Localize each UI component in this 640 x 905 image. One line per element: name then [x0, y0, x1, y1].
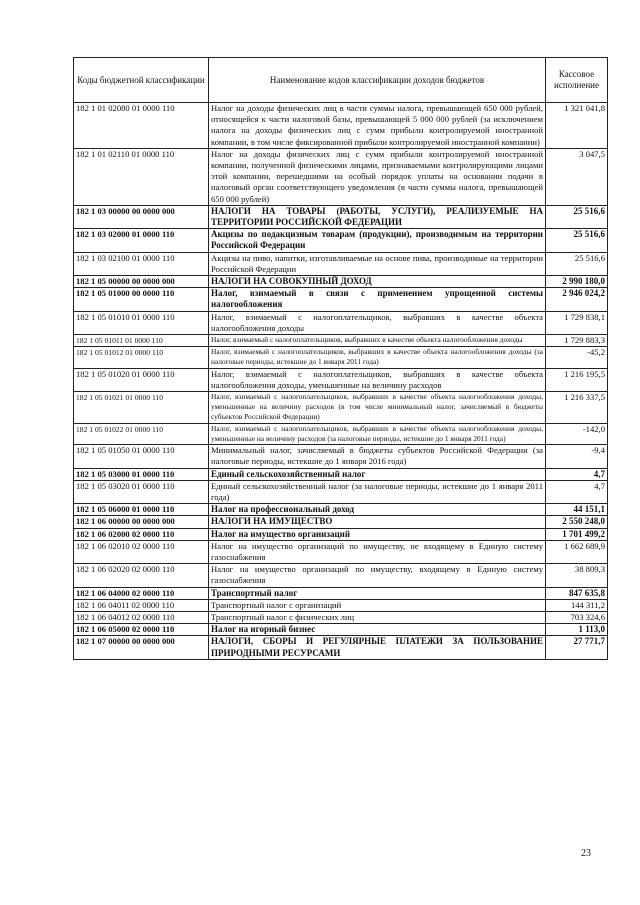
amount-cell: 4,7 [546, 480, 608, 503]
budget-code-cell: 182 1 05 01011 01 0000 110 [74, 335, 209, 347]
classification-name-cell: Налог на имущество организаций по имуществу, не входящему в Единую систему газоснабжения [209, 540, 546, 563]
table-row [74, 392, 608, 424]
budget-code-cell: 182 1 05 03020 01 0000 110 [74, 480, 209, 503]
amount-cell: -45,2 [546, 347, 608, 368]
classification-name-cell: Налог на доходы физических лиц в части суммы налога, превышающей 650 000 рублей, относящейся к части налоговой базы, превышающей 5 000 000 рублей (за исключением налога на доходы физических лиц с сумм прибыли контролируемой иностранной компании, в том числе фиксированной прибыли контролируемой иностранной компании) [209, 103, 546, 149]
classification-name-cell: Налог на имущество организаций по имуществу, входящему в Единую систему газоснабжения [209, 564, 546, 587]
amount-cell: -142,0 [546, 423, 608, 444]
budget-code-cell: 182 1 01 02110 01 0000 110 [74, 148, 209, 205]
table-row [74, 587, 608, 599]
classification-name-cell: Налог, взимаемый с налогоплательщиков, выбравших в качестве объекта налогообложения доходы, уменьшенные на величину расходов (в том числе минимальный налог, зачисляемый в бюджеты субъектов Российской Федерации) [209, 392, 546, 424]
classification-name-cell: Единый сельскохозяйственный налог (за налоговые периоды, истекшие до 1 января 2011 года) [209, 480, 546, 503]
header-amount: Кассовое исполнение [546, 58, 608, 103]
budget-code-cell: 182 1 05 01010 01 0000 110 [74, 311, 209, 334]
table-row [74, 445, 608, 468]
amount-cell: 3 047,5 [546, 148, 608, 205]
amount-cell: 2 946 024,2 [546, 288, 608, 311]
classification-name-cell: Налог, взимаемый с налогоплательщиков, выбравших в качестве объекта налогообложения доходы [209, 335, 546, 347]
budget-code-cell: 182 1 06 04011 02 0000 110 [74, 599, 209, 611]
amount-cell: 1 701 499,2 [546, 528, 608, 540]
amount-cell: 2 990 180,0 [546, 276, 608, 288]
header-names: Наименование кодов классификации доходов бюджетов [209, 58, 546, 103]
classification-name-cell: Акцизы по подакцизным товарам (продукции), производимым на территории Российской Федерации [209, 229, 546, 252]
table-row [74, 368, 608, 391]
classification-name-cell: Транспортный налог с физических лиц [209, 611, 546, 623]
budget-code-cell: 182 1 03 02000 01 0000 110 [74, 229, 209, 252]
table-row [74, 288, 608, 311]
table-row [74, 540, 608, 563]
table-row [74, 504, 608, 516]
budget-code-cell: 182 1 06 04012 02 0000 110 [74, 611, 209, 623]
amount-cell: 703 324,6 [546, 611, 608, 623]
table-row [74, 276, 608, 288]
amount-cell: 27 771,7 [546, 636, 608, 659]
classification-name-cell: Налог, взимаемый с налогоплательщиков, выбравших в качестве объекта налогообложения доходы (за налоговые периоды, истекшие до 1 января 2011 года) [209, 347, 546, 368]
amount-cell: -9,4 [546, 445, 608, 468]
table-header-row [74, 58, 608, 103]
table-row [74, 205, 608, 228]
budget-code-cell: 182 1 05 01020 01 0000 110 [74, 368, 209, 391]
budget-code-cell: 182 1 05 06000 01 0000 110 [74, 504, 209, 516]
amount-cell: 1 113,0 [546, 624, 608, 636]
classification-name-cell: Минимальный налог, зачисляемый в бюджеты субъектов Российской Федерации (за налоговые периоды, истекшие до 1 января 2016 года) [209, 445, 546, 468]
table-row [74, 347, 608, 368]
budget-code-cell: 182 1 06 02020 02 0000 110 [74, 564, 209, 587]
budget-code-cell: 182 1 06 00000 00 0000 000 [74, 516, 209, 528]
amount-cell: 25 516,6 [546, 229, 608, 252]
budget-code-cell: 182 1 06 02000 02 0000 110 [74, 528, 209, 540]
table-row [74, 564, 608, 587]
amount-cell: 144 311,2 [546, 599, 608, 611]
classification-name-cell: НАЛОГИ, СБОРЫ И РЕГУЛЯРНЫЕ ПЛАТЕЖИ ЗА ПОЛЬЗОВАНИЕ ПРИРОДНЫМИ РЕСУРСАМИ [209, 636, 546, 659]
classification-name-cell: Налог, взимаемый с налогоплательщиков, выбравших в качестве объекта налогообложения доходы [209, 311, 546, 334]
amount-cell: 38 809,3 [546, 564, 608, 587]
amount-cell: 25 516,6 [546, 205, 608, 228]
header-codes: Коды бюджетной классификации [74, 58, 209, 103]
amount-cell: 1 729 838,1 [546, 311, 608, 334]
budget-code-cell: 182 1 06 05000 02 0000 110 [74, 624, 209, 636]
classification-name-cell: НАЛОГИ НА ТОВАРЫ (РАБОТЫ, УСЛУГИ), РЕАЛИЗУЕМЫЕ НА ТЕРРИТОРИИ РОССИЙСКОЙ ФЕДЕРАЦИИ [209, 205, 546, 228]
table-row [74, 103, 608, 149]
amount-cell: 1 662 689,9 [546, 540, 608, 563]
classification-name-cell: НАЛОГИ НА СОВОКУПНЫЙ ДОХОД [209, 276, 546, 288]
amount-cell: 1 216 195,5 [546, 368, 608, 391]
table-row [74, 148, 608, 205]
table-row [74, 599, 608, 611]
amount-cell: 44 151,1 [546, 504, 608, 516]
table-row [74, 624, 608, 636]
budget-code-cell: 182 1 06 02010 02 0000 110 [74, 540, 209, 563]
amount-cell: 847 635,8 [546, 587, 608, 599]
budget-code-cell: 182 1 06 04000 02 0000 110 [74, 587, 209, 599]
budget-code-cell: 182 1 05 01021 01 0000 110 [74, 392, 209, 424]
budget-code-cell: 182 1 03 00000 00 0000 000 [74, 205, 209, 228]
classification-name-cell: Акцизы на пиво, напитки, изготавливаемые на основе пива, производимые на территории Российской Федерации [209, 252, 546, 275]
budget-code-cell: 182 1 05 01012 01 0000 110 [74, 347, 209, 368]
classification-name-cell: Налог на игорный бизнес [209, 624, 546, 636]
amount-cell: 1 321 041,8 [546, 103, 608, 149]
table-row [74, 252, 608, 275]
table-row [74, 480, 608, 503]
classification-name-cell: Единый сельскохозяйственный налог [209, 468, 546, 480]
table-row [74, 423, 608, 444]
amount-cell: 2 550 248,0 [546, 516, 608, 528]
budget-code-cell: 182 1 01 02080 01 0000 110 [74, 103, 209, 149]
amount-cell: 25 516,6 [546, 252, 608, 275]
amount-cell: 4,7 [546, 468, 608, 480]
table-row [74, 311, 608, 334]
table-row [74, 611, 608, 623]
table-body [74, 103, 608, 660]
classification-name-cell: Налог на имущество организаций [209, 528, 546, 540]
table-row [74, 528, 608, 540]
amount-cell: 1 729 883,3 [546, 335, 608, 347]
budget-code-cell: 182 1 05 01022 01 0000 110 [74, 423, 209, 444]
page-number: 23 [581, 848, 591, 859]
classification-name-cell: Налог, взимаемый с налогоплательщиков, выбравших в качестве объекта налогообложения доходы, уменьшенные на величину расходов (за налоговые периоды, истекшие до 1 января 2011 года) [209, 423, 546, 444]
classification-name-cell: Транспортный налог с организаций [209, 599, 546, 611]
classification-name-cell: Налог, взимаемый в связи с применением упрощенной системы налогообложения [209, 288, 546, 311]
classification-name-cell: Налог на профессиональный доход [209, 504, 546, 516]
budget-revenue-table [73, 57, 608, 660]
budget-code-cell: 182 1 05 00000 00 0000 000 [74, 276, 209, 288]
budget-code-cell: 182 1 05 01000 00 0000 110 [74, 288, 209, 311]
budget-code-cell: 182 1 05 03000 01 0000 110 [74, 468, 209, 480]
classification-name-cell: Налог на доходы физических лиц с сумм прибыли контролируемой иностранной компании, полученной физическими лицами, признаваемыми контролирующими лицами этой компании, перешедшими на особый порядок уплаты на основании подачи в налоговый орган соответствующего уведомления (в части суммы налога, превышающей 650 000 рублей) [209, 148, 546, 205]
table-row [74, 636, 608, 659]
budget-code-cell: 182 1 07 00000 00 0000 000 [74, 636, 209, 659]
table-row [74, 468, 608, 480]
classification-name-cell: Налог, взимаемый с налогоплательщиков, выбравших в качестве объекта налогообложения доходы, уменьшенные на величину расходов [209, 368, 546, 391]
amount-cell: 1 216 337,5 [546, 392, 608, 424]
budget-code-cell: 182 1 05 01050 01 0000 110 [74, 445, 209, 468]
classification-name-cell: НАЛОГИ НА ИМУЩЕСТВО [209, 516, 546, 528]
table-row [74, 335, 608, 347]
classification-name-cell: Транспортный налог [209, 587, 546, 599]
table-row [74, 516, 608, 528]
budget-code-cell: 182 1 03 02100 01 0000 110 [74, 252, 209, 275]
table-row [74, 229, 608, 252]
